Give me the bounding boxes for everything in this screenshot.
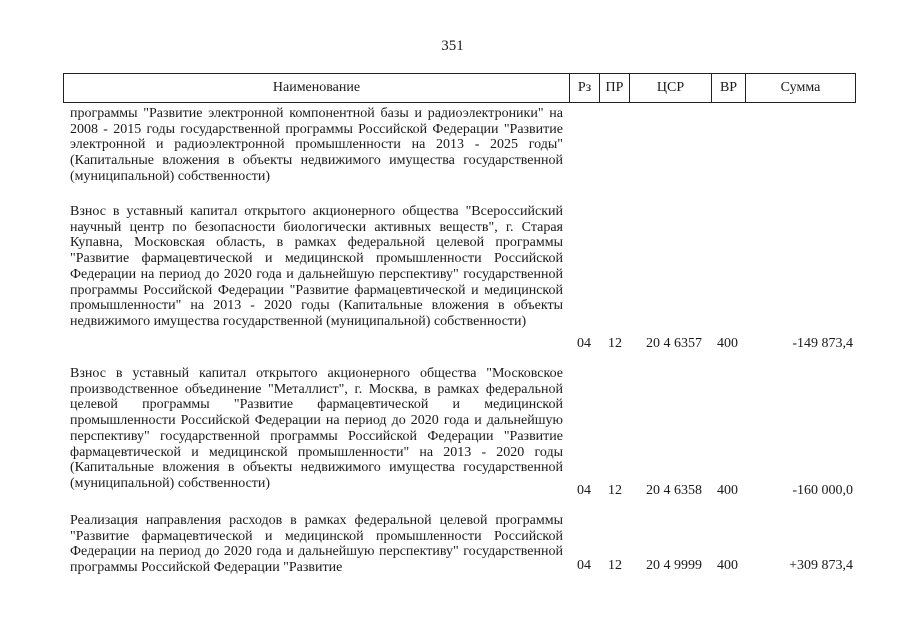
row-3-description: Взнос в уставный капитал открытого акционерного общества "Московское производственное объединение "Металлист", г. Москва, в рамках федеральной целевой программы "Развитие фармацевтической и медицинской промышленности Российской Федерации на период до 2020 года и дальнейшую перспективу" государственной программы Российской Федерации "Развитие фармацевтической и медицинской промышленности" на 2013 - 2020 годы (Капитальные вложения в объекты недвижимого имущества государственной (муниципальной) собственности): [70, 366, 563, 491]
row-1-description: программы "Развитие электронной компонентной базы и радиоэлектроники" на 2008 - 2015 годы государственной программы Российской Федерации "Развитие электронной и радиоэлектронной промышленности на 2013 - 2025 годы" (Капитальные вложения в объекты недвижимого имущества государственной (муниципальной) собственности): [70, 106, 563, 184]
row-2-vr: 400: [717, 336, 738, 351]
header-rz: Рз: [569, 74, 599, 102]
header-pr: ПР: [599, 74, 629, 102]
row-4-rz: 04: [577, 558, 591, 573]
row-4-csr: 20 4 9999: [646, 558, 702, 573]
row-2-sum: -149 873,4: [792, 336, 853, 351]
row-3-rz: 04: [577, 483, 591, 498]
header-vr: ВР: [711, 74, 745, 102]
row-2-rz: 04: [577, 336, 591, 351]
row-2-pr: 12: [608, 336, 622, 351]
row-3-sum: -160 000,0: [792, 483, 853, 498]
row-4-pr: 12: [608, 558, 622, 573]
row-3-csr: 20 4 6358: [646, 483, 702, 498]
header-csr: ЦСР: [629, 74, 711, 102]
header-sum: Сумма: [745, 74, 855, 102]
table-header: [63, 73, 856, 103]
row-4-description: Реализация направления расходов в рамках федеральной целевой программы "Развитие фармацевтической и медицинской промышленности Российской Федерации на период до 2020 года и дальнейшую перспективу" государственной программы Российской Федерации "Развитие: [70, 513, 563, 576]
row-2-description: Взнос в уставный капитал открытого акционерного общества "Всероссийский научный центр по безопасности биологически активных веществ", г. Старая Купавна, Московская область, в рамках федеральной целевой программы "Развитие фармацевтической и медицинской промышленности Российской Федерации на период до 2020 года и дальнейшую перспективу" государственной программы Российской Федерации "Развитие фармацевтической и медицинской промышленности" на 2013 - 2020 годы (Капитальные вложения в объекты недвижимого имущества государственной (муниципальной) собственности): [70, 204, 563, 329]
page-number: 351: [441, 38, 464, 54]
row-2-csr: 20 4 6357: [646, 336, 702, 351]
row-3-pr: 12: [608, 483, 622, 498]
header-name: Наименование: [272, 80, 361, 95]
row-4-sum: +309 873,4: [789, 558, 853, 573]
row-3-vr: 400: [717, 483, 738, 498]
row-4-vr: 400: [717, 558, 738, 573]
